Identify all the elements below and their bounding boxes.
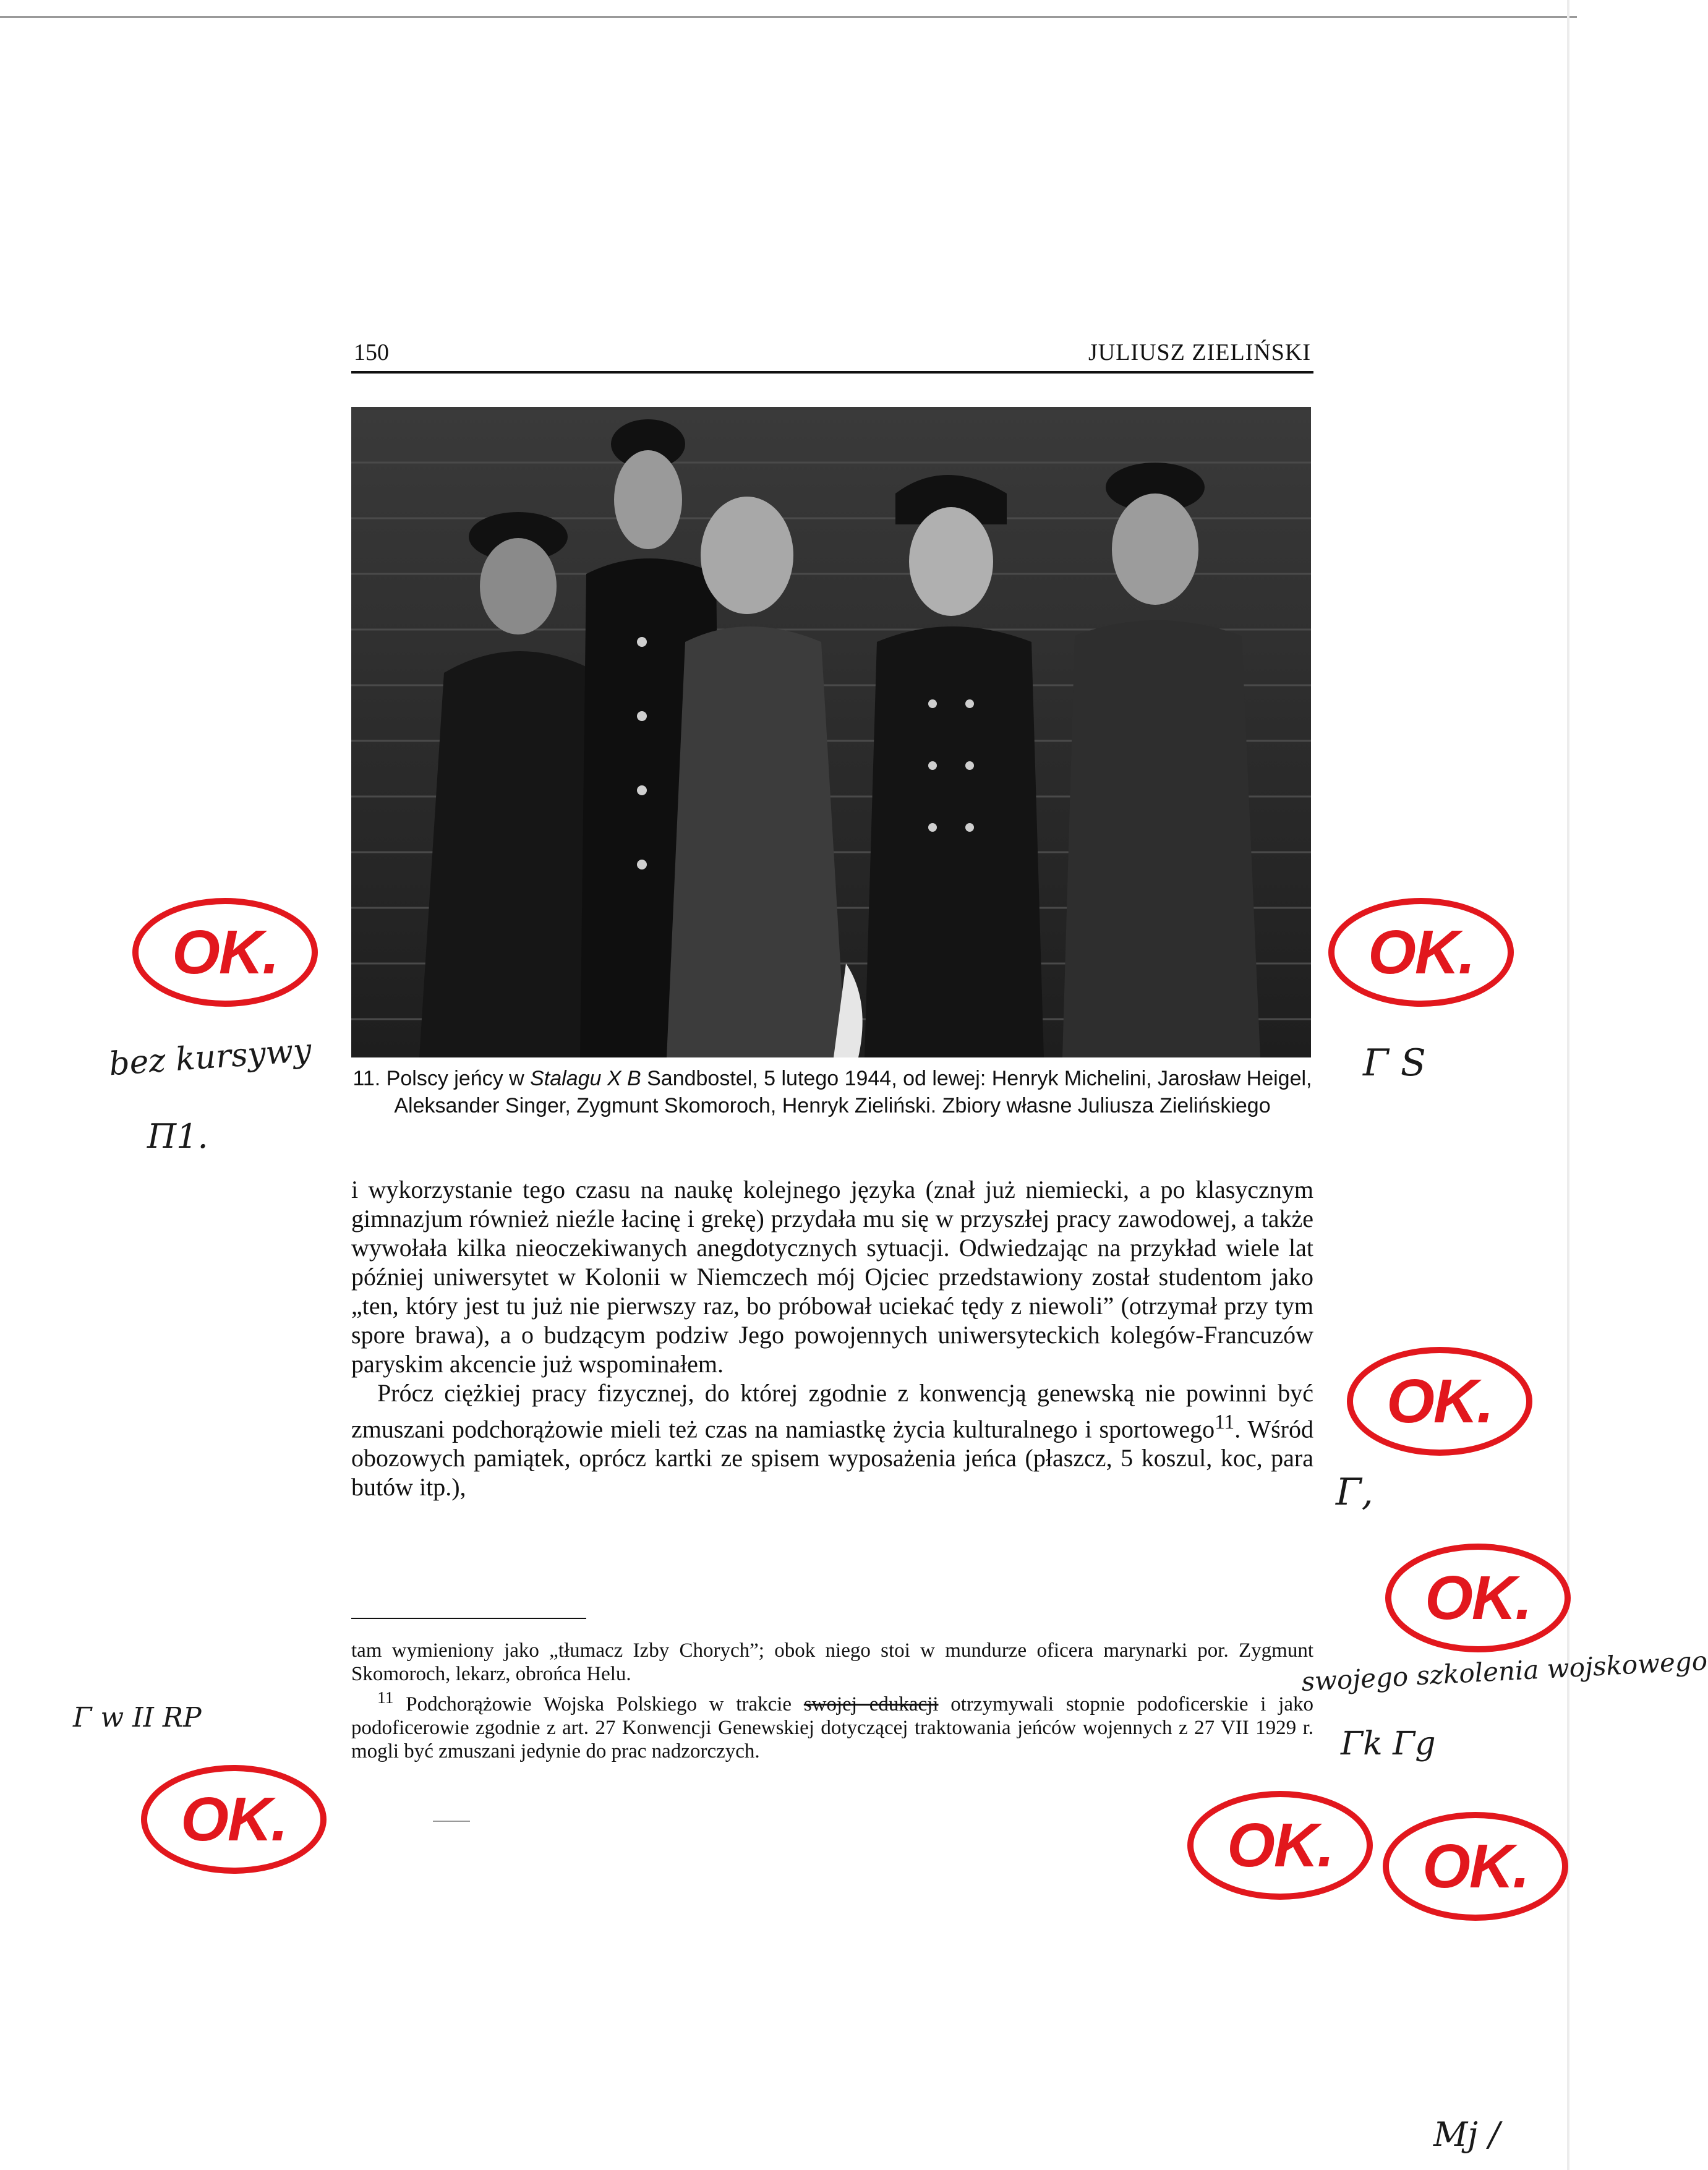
caption-italic: Stalagu X B xyxy=(530,1067,641,1090)
paragraph-1: i wykorzystanie tego czasu na naukę kolejnego języka (znał już niemiecki, a po klasycznym gimnazjum również nieźle łacinę i grekę) przydała mu się w przyszłej pracy zawodowej, a także wywołała kilka nieoczekiwanych anegdotycznych sytuacji. Odwiedzając na przykład wiele lat później uniwersytet w Kolonii w Niemczech mój Ojciec przedstawiony został studentom jako „ten, który jest tu już nie pierwszy raz, bo próbował uciekać tędy z niewoli” (otrzymał przy tym spore brawa), a o budzącym podziw Jego powojennych uniwersyteckich kolegów-Francuzów paryskim akcencie już wspominałem. xyxy=(351,1176,1313,1378)
handwritten-note-bez-kursywy: bez kursywy xyxy=(108,1032,313,1083)
handwritten-note-swojego: swojego szkolenia wojskowego xyxy=(1300,1645,1708,1698)
handwritten-note-kg: Γk Γg xyxy=(1341,1725,1436,1762)
ok-stamp: OK. xyxy=(141,1765,327,1874)
photo-caption xyxy=(351,1065,1313,1119)
photo-illustration xyxy=(351,407,1311,1057)
ok-stamp: OK. xyxy=(132,898,318,1007)
running-head-author: JULIUSZ ZIELIŃSKI xyxy=(1088,340,1311,365)
footnotes xyxy=(351,1639,1313,1763)
paragraph-2-a: Prócz ciężkiej pracy fizycznej, do której zgodnie z konwencją genewską nie powinni być zmuszani podchorążowie mieli też czas na namiastkę życia kulturalnego i sportowego xyxy=(351,1379,1313,1443)
handwritten-note-pi1: Π1. xyxy=(147,1117,208,1156)
footnote-continuation: tam wymieniony jako „tłumacz Izby Chorych”; obok niego stoi w mundurze oficera marynarki por. Zygmunt Skomoroch, lekarz, obrońca Helu. xyxy=(351,1639,1313,1685)
footnote-11-a: Podchorążowie Wojska Polskiego w trakcie xyxy=(406,1693,804,1715)
caption-number: 11. xyxy=(352,1067,381,1090)
footnote-11 xyxy=(351,1686,1313,1763)
scan-right-edge xyxy=(1567,0,1569,2170)
caption-text-b: Sandbostel, 5 lutego 1944, od lewej: Henryk Michelini, Jarosław Heigel, Aleksander Singer, Zygmunt Skomoroch, Henryk Zieliński. Zbiory własne Juliusza Zielińskiego xyxy=(394,1067,1312,1117)
ok-stamp: OK. xyxy=(1385,1544,1571,1652)
body-text xyxy=(351,1175,1313,1501)
page-header xyxy=(351,339,1313,374)
page-number: 150 xyxy=(354,340,389,365)
stray-mark xyxy=(433,1821,470,1822)
historical-photo xyxy=(351,407,1311,1057)
ok-stamp: OK. xyxy=(1347,1347,1532,1456)
scan-top-edge xyxy=(0,16,1577,18)
caption-text-a: Polscy jeńcy w xyxy=(380,1067,531,1090)
handwritten-note-gamma-s: Γ S xyxy=(1363,1041,1426,1085)
footnote-11-b: otrzymywali stopnie podoficerskie i jako podoficerowie zgodnie z art. 27 Konwencji Genewskiej dotyczącej traktowania jeńców wojennych z 27 VII 1929 r. mogli być zmuszani jedynie do prac nadzorczych. xyxy=(351,1693,1314,1762)
handwritten-note-wiirp: Γ w II RP xyxy=(73,1702,202,1733)
paragraph-2-b: . Wśród obozowych pamiątek, oprócz kartki ze spisem wyposażenia jeńca (płaszcz, 5 koszul, koc, para butów itp.), xyxy=(351,1415,1314,1501)
ok-stamp: OK. xyxy=(1187,1791,1373,1900)
footnote-rule xyxy=(351,1618,586,1619)
ok-stamp: OK. xyxy=(1328,898,1514,1007)
handwritten-note-gamma: Γ, xyxy=(1336,1471,1373,1514)
footnote-11-struck: swojej edukacji xyxy=(803,1693,939,1715)
ok-stamp: OK. xyxy=(1383,1812,1568,1921)
footnote-ref-11: 11 xyxy=(1215,1411,1235,1433)
footnote-11-number: 11 xyxy=(377,1688,394,1707)
paragraph-2 xyxy=(351,1378,1313,1501)
handwritten-initials: Mj / xyxy=(1433,2115,1500,2154)
